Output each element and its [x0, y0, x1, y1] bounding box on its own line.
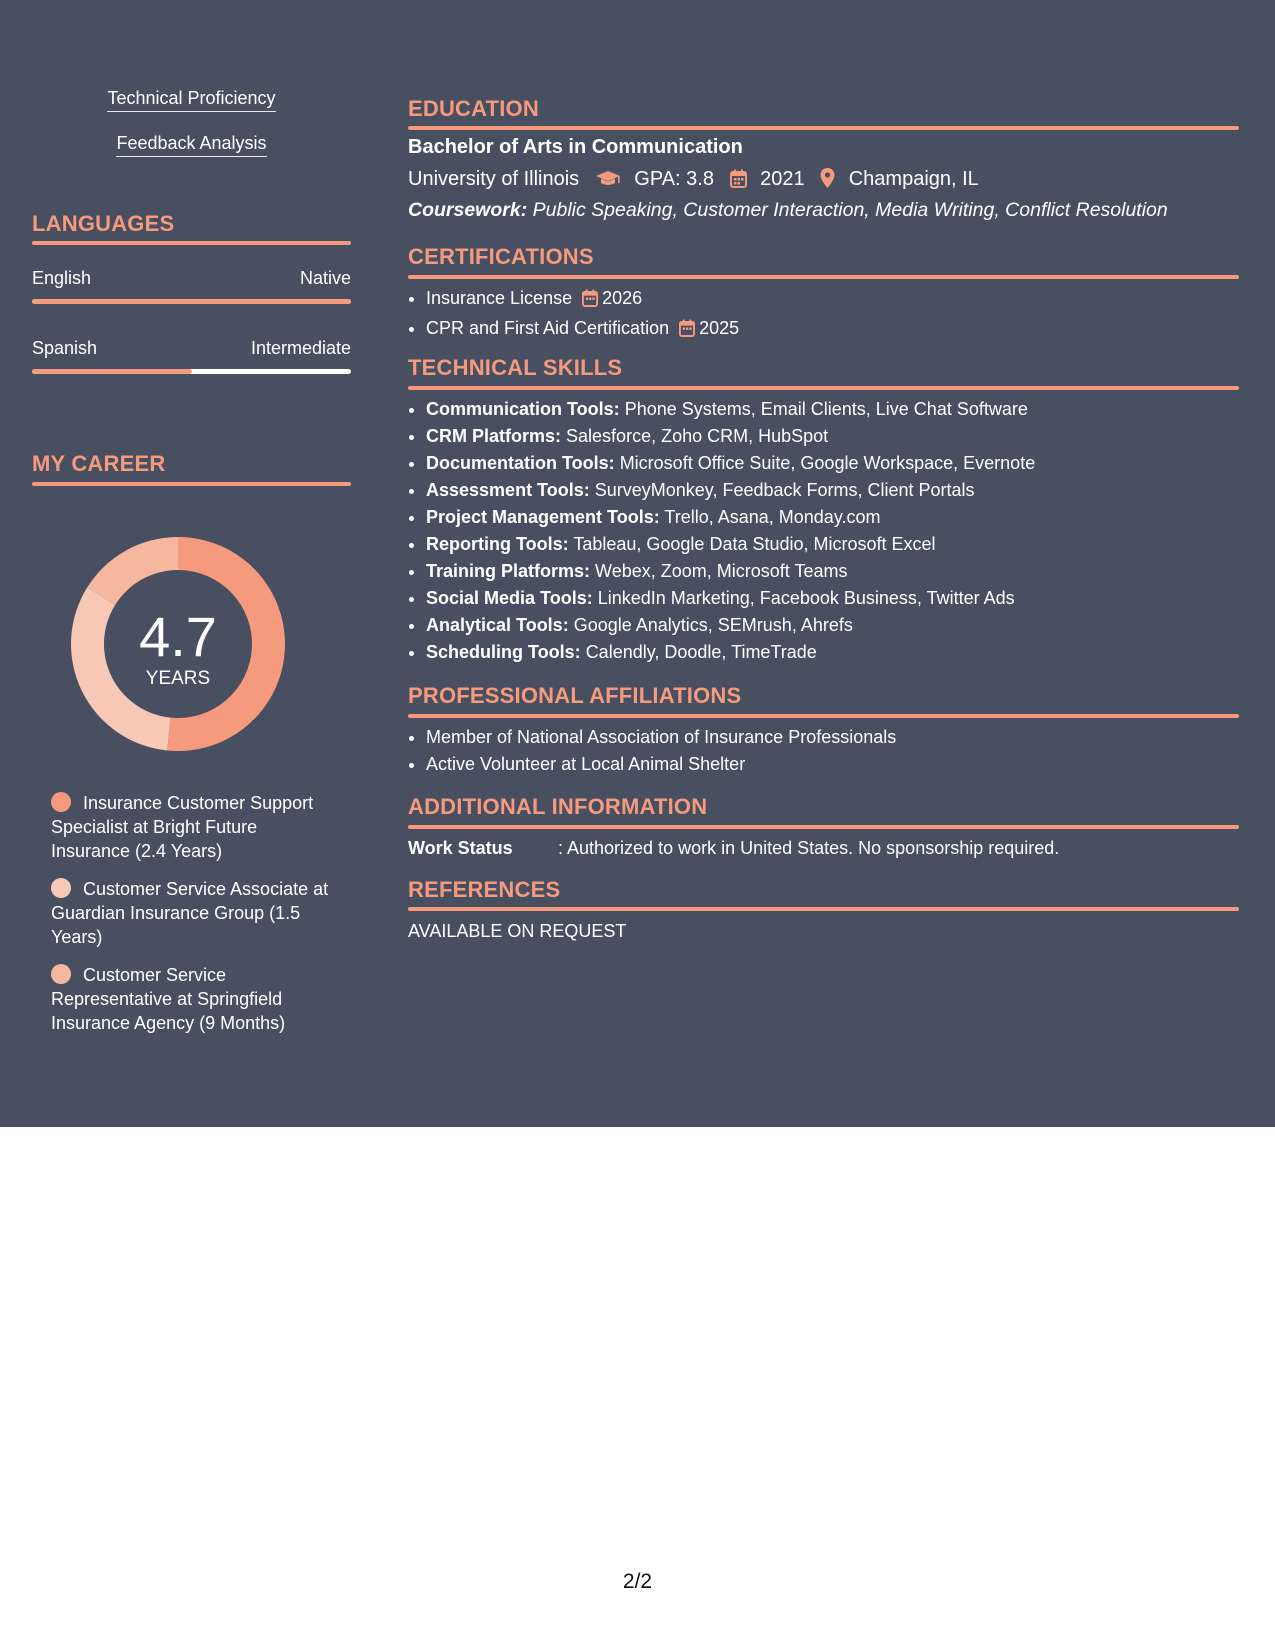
section-divider: [408, 275, 1239, 279]
section-divider: [408, 907, 1239, 911]
language-bar-fill: [32, 299, 351, 304]
list-item: • Analytical Tools: Google Analytics, SEMrush, Ahrefs: [426, 612, 1236, 639]
list-item: • Documentation Tools: Microsoft Office Suite, Google Workspace, Evernote: [426, 450, 1236, 477]
language-name: English: [32, 268, 92, 288]
degree: Bachelor of Arts in Communication: [408, 136, 743, 158]
list-item: • Scheduling Tools: Calendly, Doodle, TimeTrade: [426, 639, 1236, 666]
language-row: [32, 268, 351, 289]
affiliations-list: [408, 724, 1236, 778]
references-text: AVAILABLE ON REQUEST: [408, 921, 627, 941]
section-divider: [32, 241, 351, 245]
legend-dot: [51, 964, 71, 984]
list-item: • Reporting Tools: Tableau, Google Data Studio, Microsoft Excel: [426, 531, 1236, 558]
list-item: • CPR and First Aid Certification 2025: [426, 315, 1236, 345]
graduation-cap-icon: [595, 170, 621, 194]
calendar-icon: [582, 288, 598, 315]
languages-title: LANGUAGES: [32, 211, 175, 236]
section-divider: [408, 386, 1239, 390]
career-legend-item: Customer Service Representative at Springfield Insurance Agency (9 Months): [51, 965, 286, 1033]
legend-dot: [51, 878, 71, 898]
school: University of Illinois: [408, 168, 580, 190]
calendar-icon: [679, 318, 695, 345]
career-donut-chart: [66, 532, 290, 756]
section-divider: [32, 482, 351, 486]
list-item: • Assessment Tools: SurveyMonkey, Feedback Forms, Client Portals: [426, 477, 1236, 504]
skill-item: Technical Proficiency: [32, 88, 351, 109]
list-item: • Member of National Association of Insurance Professionals: [426, 724, 1236, 751]
language-bar-fill: [32, 369, 192, 374]
affiliations-title: PROFESSIONAL AFFILIATIONS: [408, 683, 742, 708]
certifications-list: [408, 285, 1236, 345]
list-item: • Social Media Tools: LinkedIn Marketing, Facebook Business, Twitter Ads: [426, 585, 1236, 612]
section-divider: [408, 714, 1239, 718]
section-divider: [408, 126, 1239, 130]
certifications-title: CERTIFICATIONS: [408, 244, 594, 269]
education-meta: [408, 168, 979, 194]
career-legend-item: Insurance Customer Support Specialist at Bright Future Insurance (2.4 Years): [51, 793, 314, 861]
career-title: MY CAREER: [32, 451, 166, 476]
list-item: • Project Management Tools: Trello, Asana, Monday.com: [426, 504, 1236, 531]
info-key: Work Status: [408, 838, 513, 858]
language-level: Intermediate: [250, 338, 351, 358]
page-number: 2/2: [622, 1570, 653, 1593]
info-value: : Authorized to work in United States. No sponsorship required.: [558, 838, 1060, 858]
language-level: Native: [299, 268, 351, 288]
career-total: 4.7: [139, 605, 217, 668]
career-legend-item: Customer Service Associate at Guardian Insurance Group (1.5 Years): [51, 879, 329, 947]
list-item: • Insurance License 2026: [426, 285, 1236, 315]
career-unit: YEARS: [145, 668, 211, 689]
technical-skills-list: [408, 396, 1236, 666]
list-item: • Communication Tools: Phone Systems, Email Clients, Live Chat Software: [426, 396, 1236, 423]
calendar-icon: [730, 169, 747, 194]
language-bar: [32, 299, 351, 304]
graduation-year: 2021: [760, 168, 805, 190]
location-pin-icon: [820, 168, 835, 194]
gpa: GPA: 3.8: [634, 168, 714, 190]
work-status-row: [408, 838, 1059, 859]
language-bar: [32, 369, 351, 374]
language-row: [32, 338, 351, 359]
legend-dot: [51, 792, 71, 812]
list-item: • CRM Platforms: Salesforce, Zoho CRM, HubSpot: [426, 423, 1236, 450]
additional-info-title: ADDITIONAL INFORMATION: [408, 794, 708, 819]
list-item: • Active Volunteer at Local Animal Shelter: [426, 751, 1236, 778]
skill-item: Feedback Analysis: [32, 133, 351, 154]
references-title: REFERENCES: [408, 877, 561, 902]
technical-skills-title: TECHNICAL SKILLS: [408, 355, 623, 380]
language-name: Spanish: [32, 338, 98, 358]
education-title: EDUCATION: [408, 96, 539, 121]
list-item: • Training Platforms: Webex, Zoom, Microsoft Teams: [426, 558, 1236, 585]
location: Champaign, IL: [848, 168, 979, 190]
section-divider: [408, 825, 1239, 829]
career-slice-2: [87, 537, 178, 605]
coursework: Coursework: Public Speaking, Customer Interaction, Media Writing, Conflict Resolution: [408, 199, 1168, 221]
